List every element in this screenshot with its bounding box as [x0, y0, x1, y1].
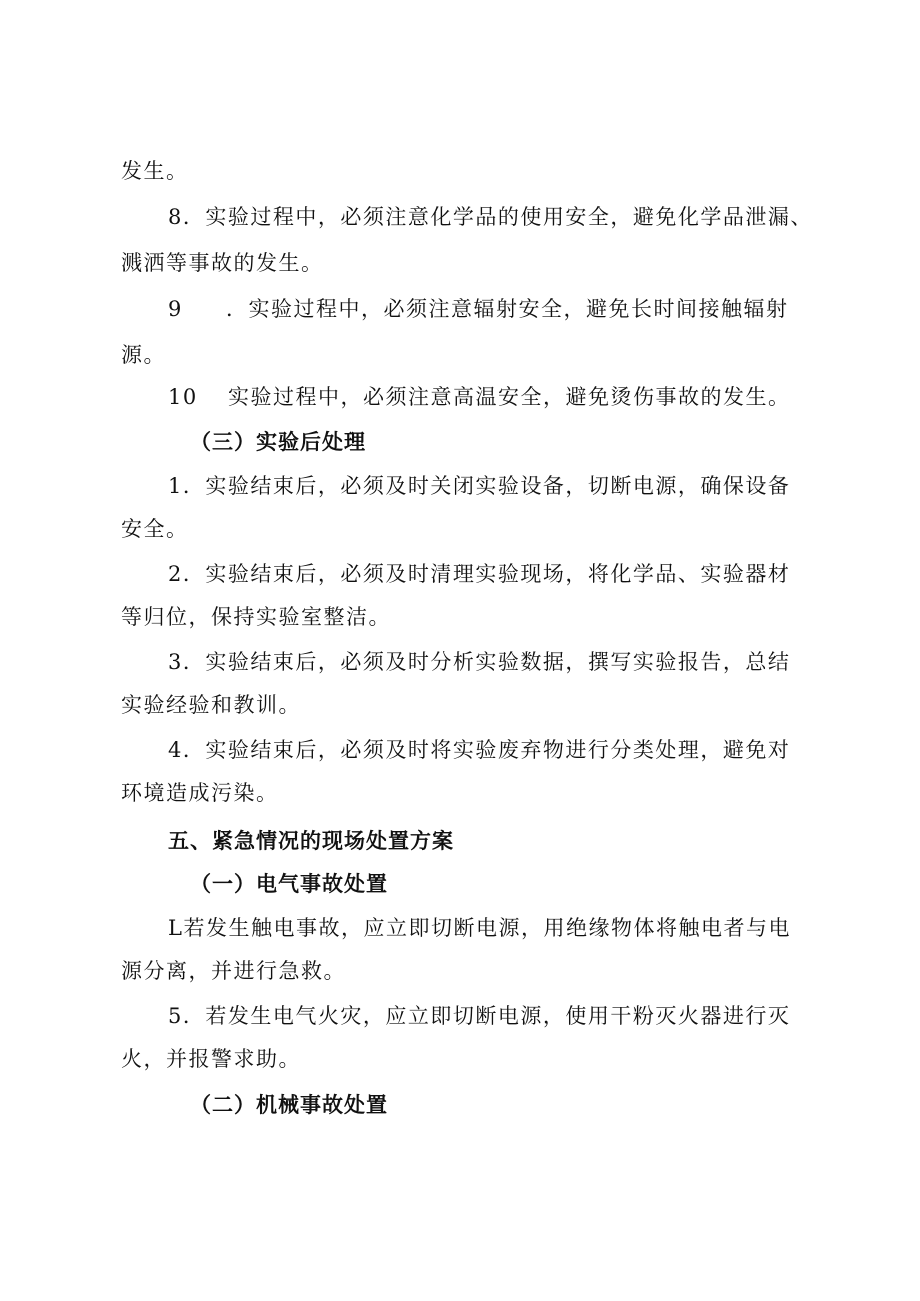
- post-item-3-line-2: 实验经验和教训。: [121, 693, 301, 717]
- item-8-number: 8: [168, 205, 183, 229]
- item-9-number: 9: [168, 297, 183, 321]
- post-item-2-line-1: [168, 559, 790, 589]
- item-8-text: ．实验过程中，必须注意化学品的使用安全，避免化学品泄漏、: [182, 205, 813, 229]
- subsection-1-title: （一）电气事故处置: [190, 871, 388, 896]
- post-item-4-line-2: 环境造成污染。: [121, 781, 279, 805]
- post-item-4-text: ．实验结束后，必须及时将实验废弃物进行分类处理，避免对: [182, 738, 791, 762]
- post-item-3-line-1: [168, 647, 790, 677]
- paragraph-continuation: 发生。: [121, 159, 189, 183]
- post-item-1-text: ．实验结束后，必须及时关闭实验设备，切断电源，确保设备: [182, 474, 791, 498]
- subsection-3-title: （三）实验后处理: [190, 429, 366, 454]
- post-item-1-line-2: 安全。: [121, 517, 189, 541]
- post-item-3-number: 3: [168, 650, 183, 674]
- electrical-item-5-text: ．若发生电气火灾，应立即切断电源，使用干粉灭火器进行灭: [182, 1004, 791, 1028]
- item-10-number: 10: [168, 385, 198, 409]
- post-item-3-text: ．实验结束后，必须及时分析实验数据，撰写实验报告，总结: [182, 650, 791, 674]
- electrical-item-5-number: 5: [168, 1004, 183, 1028]
- post-item-4-number: 4: [168, 738, 183, 762]
- post-item-1-number: 1: [168, 474, 183, 498]
- post-item-4-line-1: [168, 735, 790, 765]
- electrical-item-5-line-1: [168, 1001, 790, 1031]
- subsection-2-title: （二）机械事故处置: [190, 1092, 388, 1117]
- post-item-1-line-1: [168, 471, 790, 501]
- item-9-line-1: [168, 294, 789, 324]
- item-9-line-2: 源。: [121, 343, 166, 367]
- post-item-2-line-2: 等归位，保持实验室整洁。: [121, 605, 391, 629]
- electrical-item-1-line-1: L若发生触电事故，应立即切断电源，用绝缘物体将触电者与电: [168, 916, 791, 940]
- electrical-item-1-line-2: 源分离，并进行急救。: [121, 959, 346, 983]
- item-8-line-2: 溅洒等事故的发生。: [121, 251, 324, 275]
- item-8-line-1: [168, 202, 813, 232]
- item-10-line: [168, 382, 791, 412]
- post-item-2-text: ．实验结束后，必须及时清理实验现场，将化学品、实验器材: [182, 562, 791, 586]
- section-5-title: 五、紧急情况的现场处置方案: [168, 828, 454, 853]
- item-9-text: ．实验过程中，必须注意辐射安全，避免长时间接触辐射: [226, 297, 789, 321]
- electrical-item-5-line-2: 火，并报警求助。: [121, 1047, 301, 1071]
- item-10-text: 实验过程中，必须注意高温安全，避免烫伤事故的发生。: [228, 385, 791, 409]
- post-item-2-number: 2: [168, 562, 183, 586]
